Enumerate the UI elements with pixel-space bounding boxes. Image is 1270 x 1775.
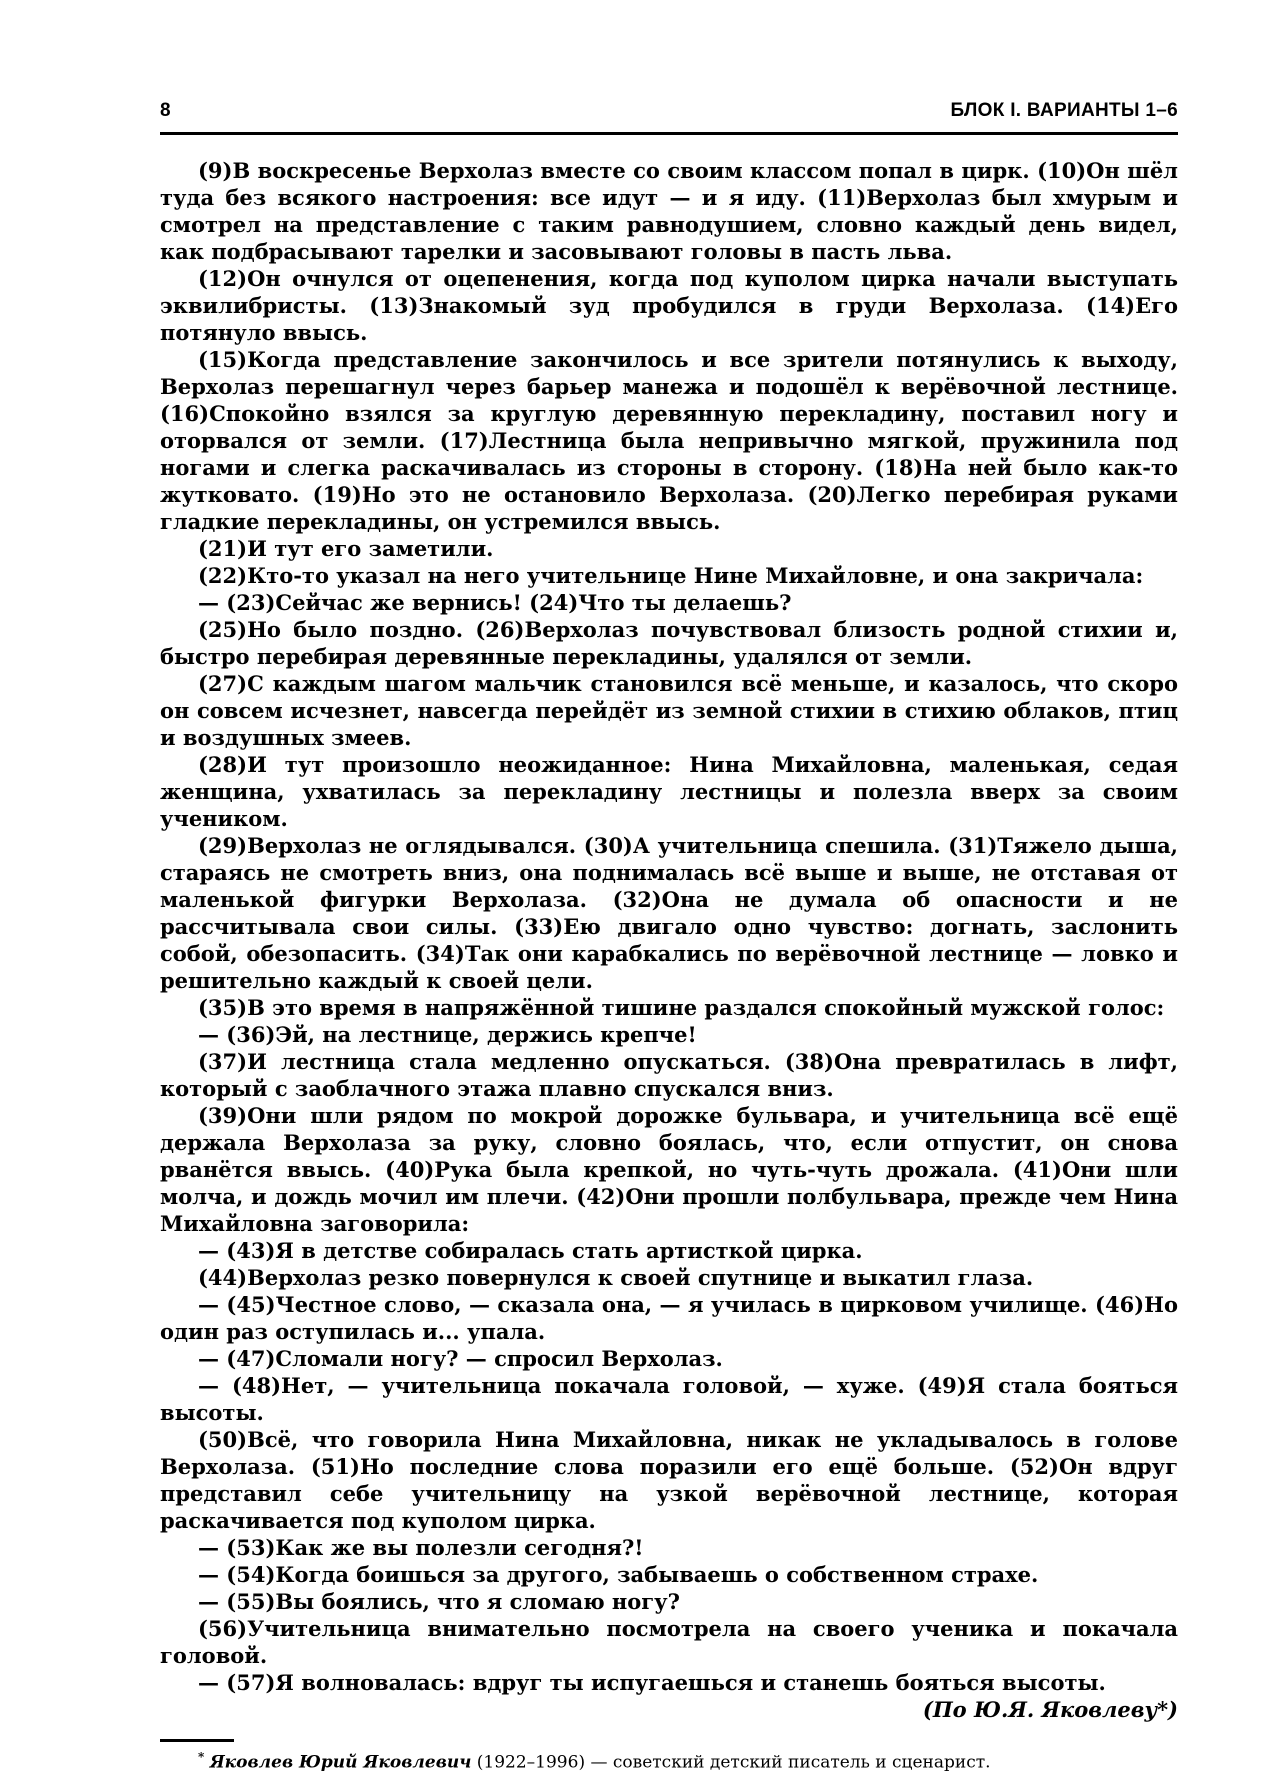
passage-paragraph: — (43)Я в детстве собиралась стать артисткой цирка. (198, 1238, 863, 1263)
passage-paragraph: (15)Когда представление закончилось и все зрители потянулись к выходу, Верхолаз перешагнул через барьер манежа и подошёл к верёвочной лестнице. (16)Спокойно взялся за круглую деревянную перекладину, поставил ногу и оторвался от земли. (17)Лестница была непривычно мягкой, пружинила под ногами и слегка раскачивалась из стороны в сторону. (18)На ней было как-то жутковато. (19)Но это не остановило Верхолаза. (20)Легко перебирая руками гладкие перекладины, он устремился ввысь. (160, 347, 1178, 534)
passage-paragraph: — (53)Как же вы полезли сегодня?! (198, 1535, 644, 1560)
passage-paragraph: (21)И тут его заметили. (198, 536, 494, 561)
header-title: БЛОК I. ВАРИАНТЫ 1–6 (950, 100, 1178, 121)
passage-paragraph: (27)С каждым шагом мальчик становился всё меньше, и казалось, что скоро он совсем исчезнет, навсегда перейдёт из земной стихии в стихию облаков, птиц и воздушных змеев. (160, 671, 1178, 750)
passage-paragraph: (12)Он очнулся от оцепенения, когда под куполом цирка начали выступать эквилибристы. (13)Знакомый зуд пробудился в груди Верхолаза. (14)Его потянуло ввысь. (160, 266, 1178, 345)
passage-paragraph: — (47)Сломали ногу? — спросил Верхолаз. (198, 1346, 723, 1371)
passage-paragraph: (25)Но было поздно. (26)Верхолаз почувствовал близость родной стихии и, быстро перебирая деревянные перекладины, удалялся от земли. (160, 617, 1178, 669)
passage-text (160, 157, 1178, 1696)
footnote-author-name: Яковлев Юрий Яковлевич (209, 1752, 472, 1773)
footnote-author-info: (1922–1996) — советский детский писатель и сценарист. (476, 1752, 991, 1773)
footnote-separator (160, 1739, 234, 1742)
passage-paragraph: (28)И тут произошло неожиданное: Нина Михайловна, маленькая, седая женщина, ухватилась за перекладину лестницы и полезла вверх за своим учеником. (160, 752, 1178, 831)
passage-paragraph: (44)Верхолаз резко повернулся к своей спутнице и выкатил глаза. (198, 1265, 1034, 1290)
passage-paragraph: (50)Всё, что говорила Нина Михайловна, никак не укладывалось в голове Верхолаза. (51)Но последние слова поразили его ещё больше. (52)Он вдруг представил себе учительницу на узкой верёвочной лестнице, которая раскачивается под куполом цирка. (160, 1427, 1178, 1533)
passage-paragraph: — (36)Эй, на лестнице, держись крепче! (198, 1022, 697, 1047)
passage-paragraph: (37)И лестница стала медленно опускаться. (38)Она превратилась в лифт, который с заоблачного этажа плавно спускался вниз. (160, 1049, 1178, 1101)
passage-paragraph: (39)Они шли рядом по мокрой дорожке бульвара, и учительница всё ещё держала Верхолаза за руку, словно боялась, что, если отпустит, он снова рванётся ввысь. (40)Рука была крепкой, но чуть-чуть дрожала. (41)Они шли молча, и дождь мочил им плечи. (42)Они прошли полбульвара, прежде чем Нина Михайловна заговорила: (160, 1103, 1178, 1236)
attribution: (По Ю.Я. Яковлеву*) (922, 1697, 1178, 1722)
passage-paragraph: (9)В воскресенье Верхолаз вместе со своим классом попал в цирк. (10)Он шёл туда без всякого настроения: все идут — и я иду. (11)Верхолаз был хмурым и смотрел на представление с таким равнодушием, словно каждый день видел, как подбрасывают тарелки и засовывают головы в пасть льва. (160, 158, 1178, 264)
passage-paragraph: (22)Кто-то указал на него учительнице Нине Михайловне, и она закричала: (198, 563, 1144, 588)
passage-paragraph: (56)Учительница внимательно посмотрела на своего ученика и покачала головой. (160, 1616, 1178, 1668)
passage-paragraph: (35)В это время в напряжённой тишине раздался спокойный мужской голос: (198, 995, 1165, 1020)
footnote (160, 1746, 1178, 1775)
passage-paragraph: (29)Верхолаз не оглядывался. (30)А учительница спешила. (31)Тяжело дыша, стараясь не смотреть вниз, она поднималась всё выше и выше, не отставая от маленькой фигурки Верхолаза. (32)Она не думала об опасности и не рассчитывала свои силы. (33)Ею двигало одно чувство: догнать, заслонить собой, обезопасить. (34)Так они карабкались по верёвочной лестнице — ловко и решительно каждый к своей цели. (160, 833, 1178, 993)
passage-paragraph: — (57)Я волновалась: вдруг ты испугаешься и станешь бояться высоты. (198, 1670, 1106, 1695)
passage-paragraph: — (54)Когда боишься за другого, забываешь о собственном страхе. (198, 1562, 1039, 1587)
passage-paragraph: — (55)Вы боялись, что я сломаю ногу? (198, 1589, 680, 1614)
passage-paragraph: — (45)Честное слово, — сказала она, — я училась в цирковом училище. (46)Но один раз оступилась и... упала. (160, 1292, 1178, 1344)
page-number: 8 (160, 100, 172, 121)
passage-paragraph: — (48)Нет, — учительница покачала головой, — хуже. (49)Я стала бояться высоты. (160, 1373, 1178, 1425)
footnote-marker: * (198, 1750, 205, 1764)
passage-paragraph: — (23)Сейчас же вернись! (24)Что ты делаешь? (198, 590, 792, 615)
page-header (160, 100, 1178, 135)
